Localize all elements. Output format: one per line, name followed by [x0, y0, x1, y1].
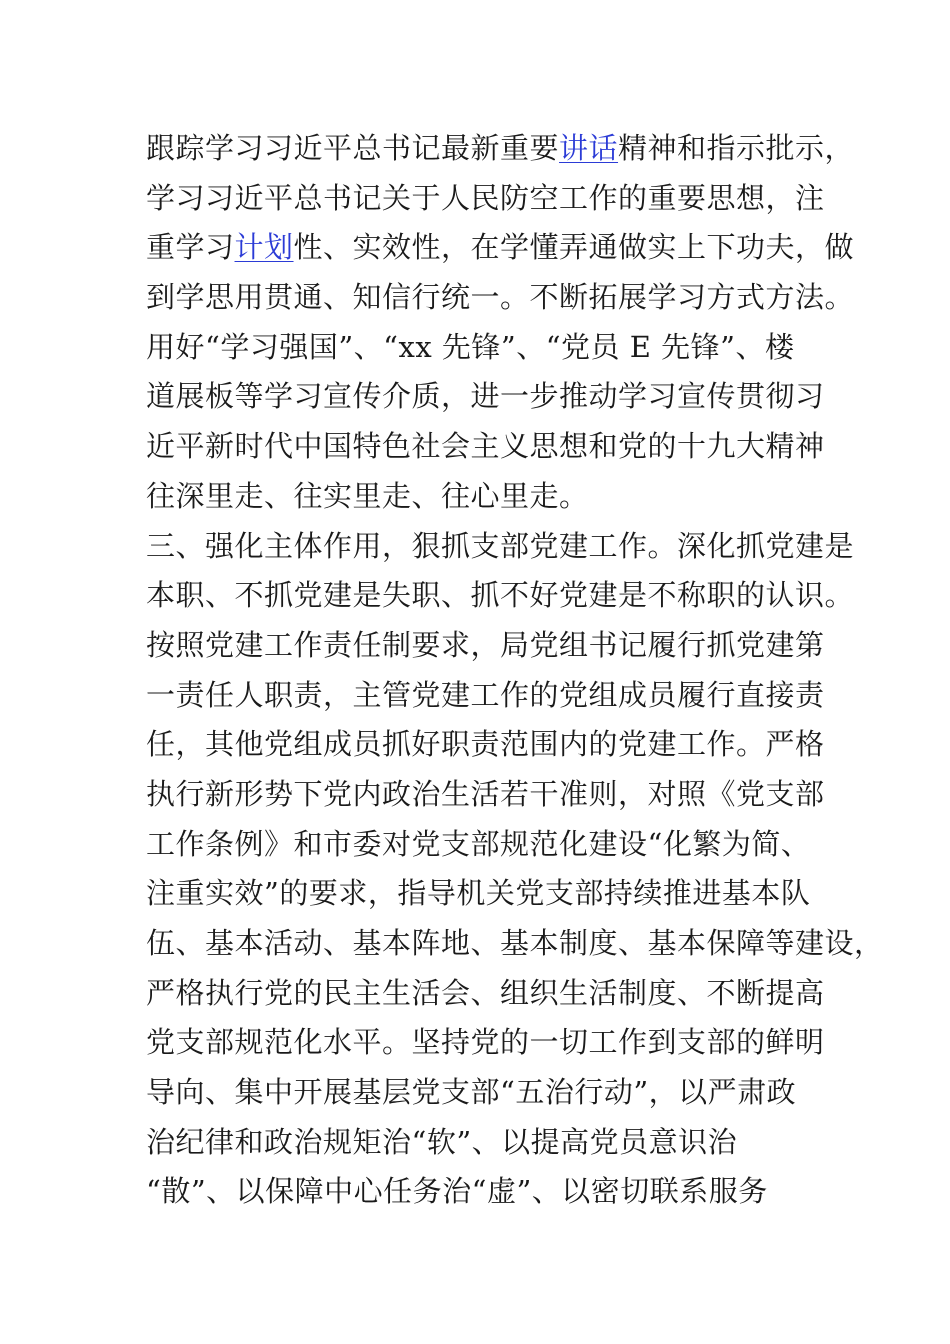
text-line [146, 372, 826, 422]
text-line [146, 522, 855, 572]
text-line [146, 273, 855, 323]
text-run: 党支部规范化水平。坚持党的一切工作到支部的鲜明 [146, 1025, 825, 1060]
text-run: 跟踪学习习近平总书记最新重要 [146, 131, 560, 165]
text-line [146, 1118, 826, 1168]
text-run: 重学习 [146, 230, 235, 265]
text-run: 用好“学习强国”、“xx 先锋”、“党员 E 先锋”、楼 [146, 329, 795, 364]
text-run: 导向、集中开展基层党支部“五治行动”，以严肃政 [146, 1075, 797, 1110]
text-line [146, 671, 826, 721]
text-line [146, 919, 884, 969]
text-line [146, 422, 826, 472]
text-run: 近平新时代中国特色社会主义思想和党的十九大精神 [146, 429, 825, 464]
text-run: 本职、不抓党建是失职、抓不好党建是不称职的认识。 [146, 578, 855, 613]
text-run: 执行新形势下党内政治生活若干准则，对照《党支部 [146, 776, 825, 811]
text-line [146, 323, 826, 373]
text-run: 注重实效”的要求，指导机关党支部持续推进基本队 [146, 876, 811, 911]
text-line [146, 571, 855, 621]
text-line [146, 472, 826, 522]
text-run: 道展板等学习宣传介质，进一步推动学习宣传贯彻习 [146, 379, 825, 414]
text-run: 性、实效性，在学懂弄通做实上下功夫，做 [293, 230, 855, 265]
text-line [146, 621, 826, 671]
document-body [146, 124, 884, 1217]
hyperlink[interactable]: 讲话 [559, 131, 619, 165]
text-line [146, 770, 826, 820]
text-run: 三、强化主体作用，狠抓支部党建工作。深化抓党建是 [146, 528, 855, 563]
hyperlink[interactable]: 计划 [234, 230, 294, 265]
text-run: 伍、基本活动、基本阵地、基本制度、基本保障等建设， [146, 926, 884, 960]
text-run: 治纪律和政治规矩治“软”、以提高党员意识治 [146, 1124, 738, 1159]
text-line [146, 869, 826, 919]
text-line [146, 820, 826, 870]
text-run: 往深里走、往实里走、往心里走。 [146, 478, 589, 513]
text-run: 到学思用贯通、知信行统一。不断拓展学习方式方法。 [146, 280, 855, 315]
text-run: 按照党建工作责任制要求，局党组书记履行抓党建第 [146, 627, 825, 662]
text-run: 精神和指示批示， [618, 131, 855, 165]
text-line [146, 1167, 826, 1217]
text-run: 严格执行党的民主生活会、组织生活制度、不断提高 [146, 975, 825, 1010]
text-run: 学习习近平总书记关于人民防空工作的重要思想，注 [146, 180, 825, 215]
text-line [146, 124, 855, 174]
text-run: 一责任人职责，主管党建工作的党组成员履行直接责 [146, 677, 825, 712]
text-line [146, 1068, 826, 1118]
text-run: 任，其他党组成员抓好职责范围内的党建工作。严格 [146, 727, 825, 762]
text-line [146, 720, 826, 770]
text-run: 工作条例》和市委对党支部规范化建设“化繁为简、 [146, 826, 811, 861]
text-line [146, 174, 826, 224]
text-line [146, 223, 855, 273]
text-run: “散”、以保障中心任务治“虚”、以密切联系服务 [146, 1174, 768, 1209]
text-line [146, 969, 826, 1019]
text-line [146, 1018, 826, 1068]
